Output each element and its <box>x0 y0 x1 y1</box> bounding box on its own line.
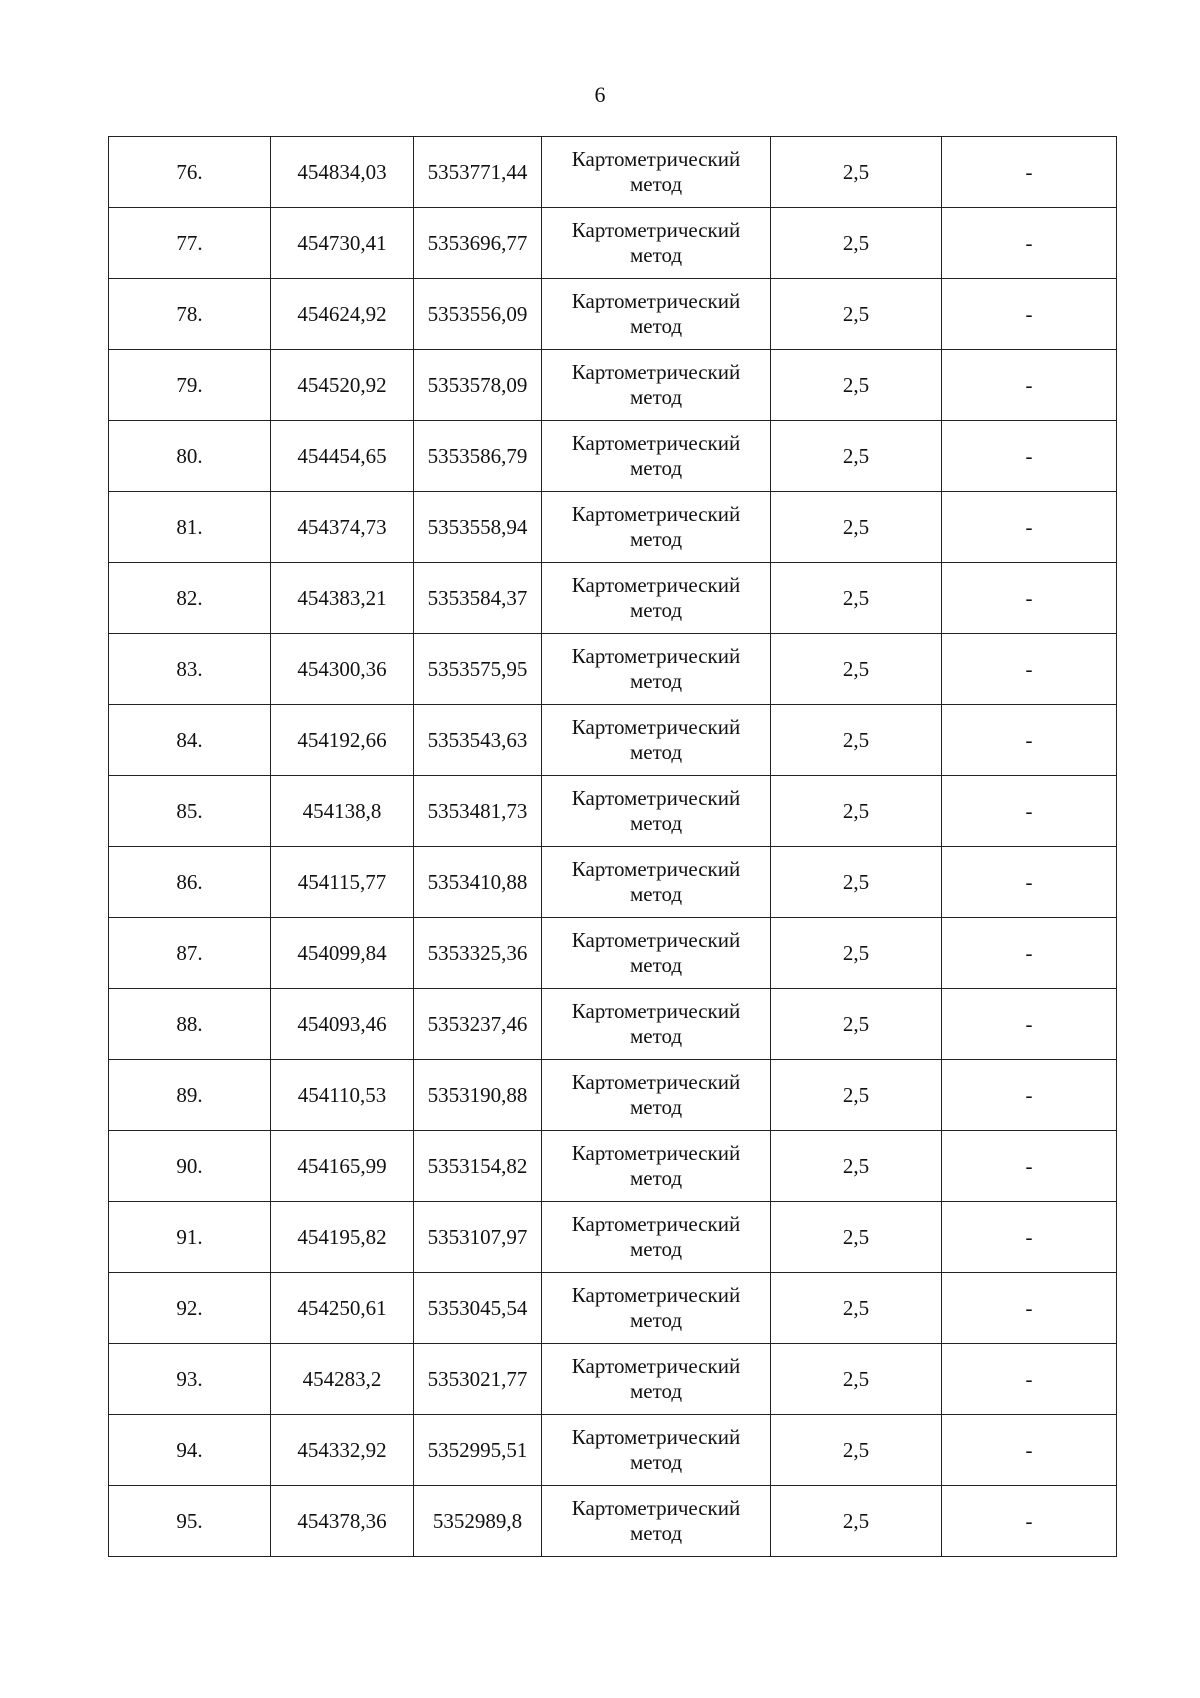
y-coordinate-cell: 5353556,09 <box>414 279 542 350</box>
coordinates-table <box>108 136 1117 1557</box>
y-coordinate-cell: 5353045,54 <box>414 1273 542 1344</box>
x-coordinate-cell: 454115,77 <box>271 847 414 918</box>
accuracy-cell: 2,5 <box>771 350 942 421</box>
table-row <box>109 1202 1117 1273</box>
method-cell: Картометрический метод <box>542 847 771 918</box>
x-coordinate-cell: 454300,36 <box>271 634 414 705</box>
x-coordinate-cell: 454332,92 <box>271 1415 414 1486</box>
accuracy-cell: 2,5 <box>771 1415 942 1486</box>
method-cell: Картометрический метод <box>542 918 771 989</box>
x-coordinate-cell: 454192,66 <box>271 705 414 776</box>
y-coordinate-cell: 5353543,63 <box>414 705 542 776</box>
y-coordinate-cell: 5353154,82 <box>414 1131 542 1202</box>
point-number-cell: 76. <box>109 137 271 208</box>
note-cell: - <box>942 1131 1117 1202</box>
x-coordinate-cell: 454250,61 <box>271 1273 414 1344</box>
method-cell: Картометрический метод <box>542 350 771 421</box>
note-cell: - <box>942 918 1117 989</box>
point-number-cell: 91. <box>109 1202 271 1273</box>
table-body <box>109 137 1117 1557</box>
y-coordinate-cell: 5353584,37 <box>414 563 542 634</box>
note-cell: - <box>942 705 1117 776</box>
accuracy-cell: 2,5 <box>771 705 942 776</box>
x-coordinate-cell: 454138,8 <box>271 776 414 847</box>
y-coordinate-cell: 5353481,73 <box>414 776 542 847</box>
method-cell: Картометрический метод <box>542 563 771 634</box>
accuracy-cell: 2,5 <box>771 776 942 847</box>
note-cell: - <box>942 847 1117 918</box>
x-coordinate-cell: 454165,99 <box>271 1131 414 1202</box>
accuracy-cell: 2,5 <box>771 208 942 279</box>
y-coordinate-cell: 5353021,77 <box>414 1344 542 1415</box>
table-row <box>109 1273 1117 1344</box>
y-coordinate-cell: 5353190,88 <box>414 1060 542 1131</box>
point-number-cell: 80. <box>109 421 271 492</box>
y-coordinate-cell: 5353578,09 <box>414 350 542 421</box>
method-cell: Картометрический метод <box>542 1344 771 1415</box>
point-number-cell: 79. <box>109 350 271 421</box>
table-row <box>109 421 1117 492</box>
method-cell: Картометрический метод <box>542 208 771 279</box>
x-coordinate-cell: 454624,92 <box>271 279 414 350</box>
table-row <box>109 1344 1117 1415</box>
y-coordinate-cell: 5353410,88 <box>414 847 542 918</box>
x-coordinate-cell: 454834,03 <box>271 137 414 208</box>
point-number-cell: 93. <box>109 1344 271 1415</box>
page-number: 6 <box>594 82 606 107</box>
point-number-cell: 89. <box>109 1060 271 1131</box>
x-coordinate-cell: 454378,36 <box>271 1486 414 1557</box>
table-row <box>109 776 1117 847</box>
accuracy-cell: 2,5 <box>771 1344 942 1415</box>
x-coordinate-cell: 454195,82 <box>271 1202 414 1273</box>
point-number-cell: 82. <box>109 563 271 634</box>
x-coordinate-cell: 454374,73 <box>271 492 414 563</box>
table-row <box>109 989 1117 1060</box>
method-cell: Картометрический метод <box>542 137 771 208</box>
accuracy-cell: 2,5 <box>771 1273 942 1344</box>
table-row <box>109 1415 1117 1486</box>
point-number-cell: 86. <box>109 847 271 918</box>
method-cell: Картометрический метод <box>542 1415 771 1486</box>
accuracy-cell: 2,5 <box>771 634 942 705</box>
table-row <box>109 705 1117 776</box>
y-coordinate-cell: 5352995,51 <box>414 1415 542 1486</box>
x-coordinate-cell: 454283,2 <box>271 1344 414 1415</box>
method-cell: Картометрический метод <box>542 492 771 563</box>
method-cell: Картометрический метод <box>542 989 771 1060</box>
y-coordinate-cell: 5353575,95 <box>414 634 542 705</box>
point-number-cell: 88. <box>109 989 271 1060</box>
note-cell: - <box>942 1273 1117 1344</box>
note-cell: - <box>942 279 1117 350</box>
accuracy-cell: 2,5 <box>771 279 942 350</box>
accuracy-cell: 2,5 <box>771 563 942 634</box>
note-cell: - <box>942 1415 1117 1486</box>
y-coordinate-cell: 5353586,79 <box>414 421 542 492</box>
table-row <box>109 847 1117 918</box>
accuracy-cell: 2,5 <box>771 1202 942 1273</box>
point-number-cell: 95. <box>109 1486 271 1557</box>
method-cell: Картометрический метод <box>542 634 771 705</box>
table-row <box>109 279 1117 350</box>
y-coordinate-cell: 5353107,97 <box>414 1202 542 1273</box>
method-cell: Картометрический метод <box>542 279 771 350</box>
note-cell: - <box>942 563 1117 634</box>
method-cell: Картометрический метод <box>542 421 771 492</box>
method-cell: Картометрический метод <box>542 1486 771 1557</box>
note-cell: - <box>942 989 1117 1060</box>
point-number-cell: 92. <box>109 1273 271 1344</box>
x-coordinate-cell: 454730,41 <box>271 208 414 279</box>
note-cell: - <box>942 421 1117 492</box>
table-row <box>109 208 1117 279</box>
point-number-cell: 83. <box>109 634 271 705</box>
y-coordinate-cell: 5353696,77 <box>414 208 542 279</box>
note-cell: - <box>942 350 1117 421</box>
x-coordinate-cell: 454520,92 <box>271 350 414 421</box>
table-row <box>109 137 1117 208</box>
y-coordinate-cell: 5353558,94 <box>414 492 542 563</box>
point-number-cell: 77. <box>109 208 271 279</box>
accuracy-cell: 2,5 <box>771 989 942 1060</box>
note-cell: - <box>942 1202 1117 1273</box>
accuracy-cell: 2,5 <box>771 847 942 918</box>
note-cell: - <box>942 1486 1117 1557</box>
method-cell: Картометрический метод <box>542 1273 771 1344</box>
table-row <box>109 1060 1117 1131</box>
point-number-cell: 85. <box>109 776 271 847</box>
method-cell: Картометрический метод <box>542 1202 771 1273</box>
point-number-cell: 90. <box>109 1131 271 1202</box>
point-number-cell: 87. <box>109 918 271 989</box>
table-row <box>109 1131 1117 1202</box>
note-cell: - <box>942 1060 1117 1131</box>
accuracy-cell: 2,5 <box>771 1131 942 1202</box>
table-row <box>109 350 1117 421</box>
note-cell: - <box>942 1344 1117 1415</box>
method-cell: Картометрический метод <box>542 776 771 847</box>
table-row <box>109 492 1117 563</box>
table-row <box>109 918 1117 989</box>
note-cell: - <box>942 137 1117 208</box>
accuracy-cell: 2,5 <box>771 137 942 208</box>
y-coordinate-cell: 5353237,46 <box>414 989 542 1060</box>
y-coordinate-cell: 5353325,36 <box>414 918 542 989</box>
method-cell: Картометрический метод <box>542 1060 771 1131</box>
x-coordinate-cell: 454383,21 <box>271 563 414 634</box>
y-coordinate-cell: 5353771,44 <box>414 137 542 208</box>
accuracy-cell: 2,5 <box>771 492 942 563</box>
point-number-cell: 81. <box>109 492 271 563</box>
x-coordinate-cell: 454093,46 <box>271 989 414 1060</box>
note-cell: - <box>942 492 1117 563</box>
point-number-cell: 94. <box>109 1415 271 1486</box>
accuracy-cell: 2,5 <box>771 918 942 989</box>
method-cell: Картометрический метод <box>542 705 771 776</box>
note-cell: - <box>942 634 1117 705</box>
y-coordinate-cell: 5352989,8 <box>414 1486 542 1557</box>
x-coordinate-cell: 454099,84 <box>271 918 414 989</box>
note-cell: - <box>942 208 1117 279</box>
x-coordinate-cell: 454110,53 <box>271 1060 414 1131</box>
accuracy-cell: 2,5 <box>771 1486 942 1557</box>
accuracy-cell: 2,5 <box>771 421 942 492</box>
table-row <box>109 634 1117 705</box>
method-cell: Картометрический метод <box>542 1131 771 1202</box>
x-coordinate-cell: 454454,65 <box>271 421 414 492</box>
table-row <box>109 1486 1117 1557</box>
point-number-cell: 84. <box>109 705 271 776</box>
point-number-cell: 78. <box>109 279 271 350</box>
accuracy-cell: 2,5 <box>771 1060 942 1131</box>
note-cell: - <box>942 776 1117 847</box>
table-row <box>109 563 1117 634</box>
